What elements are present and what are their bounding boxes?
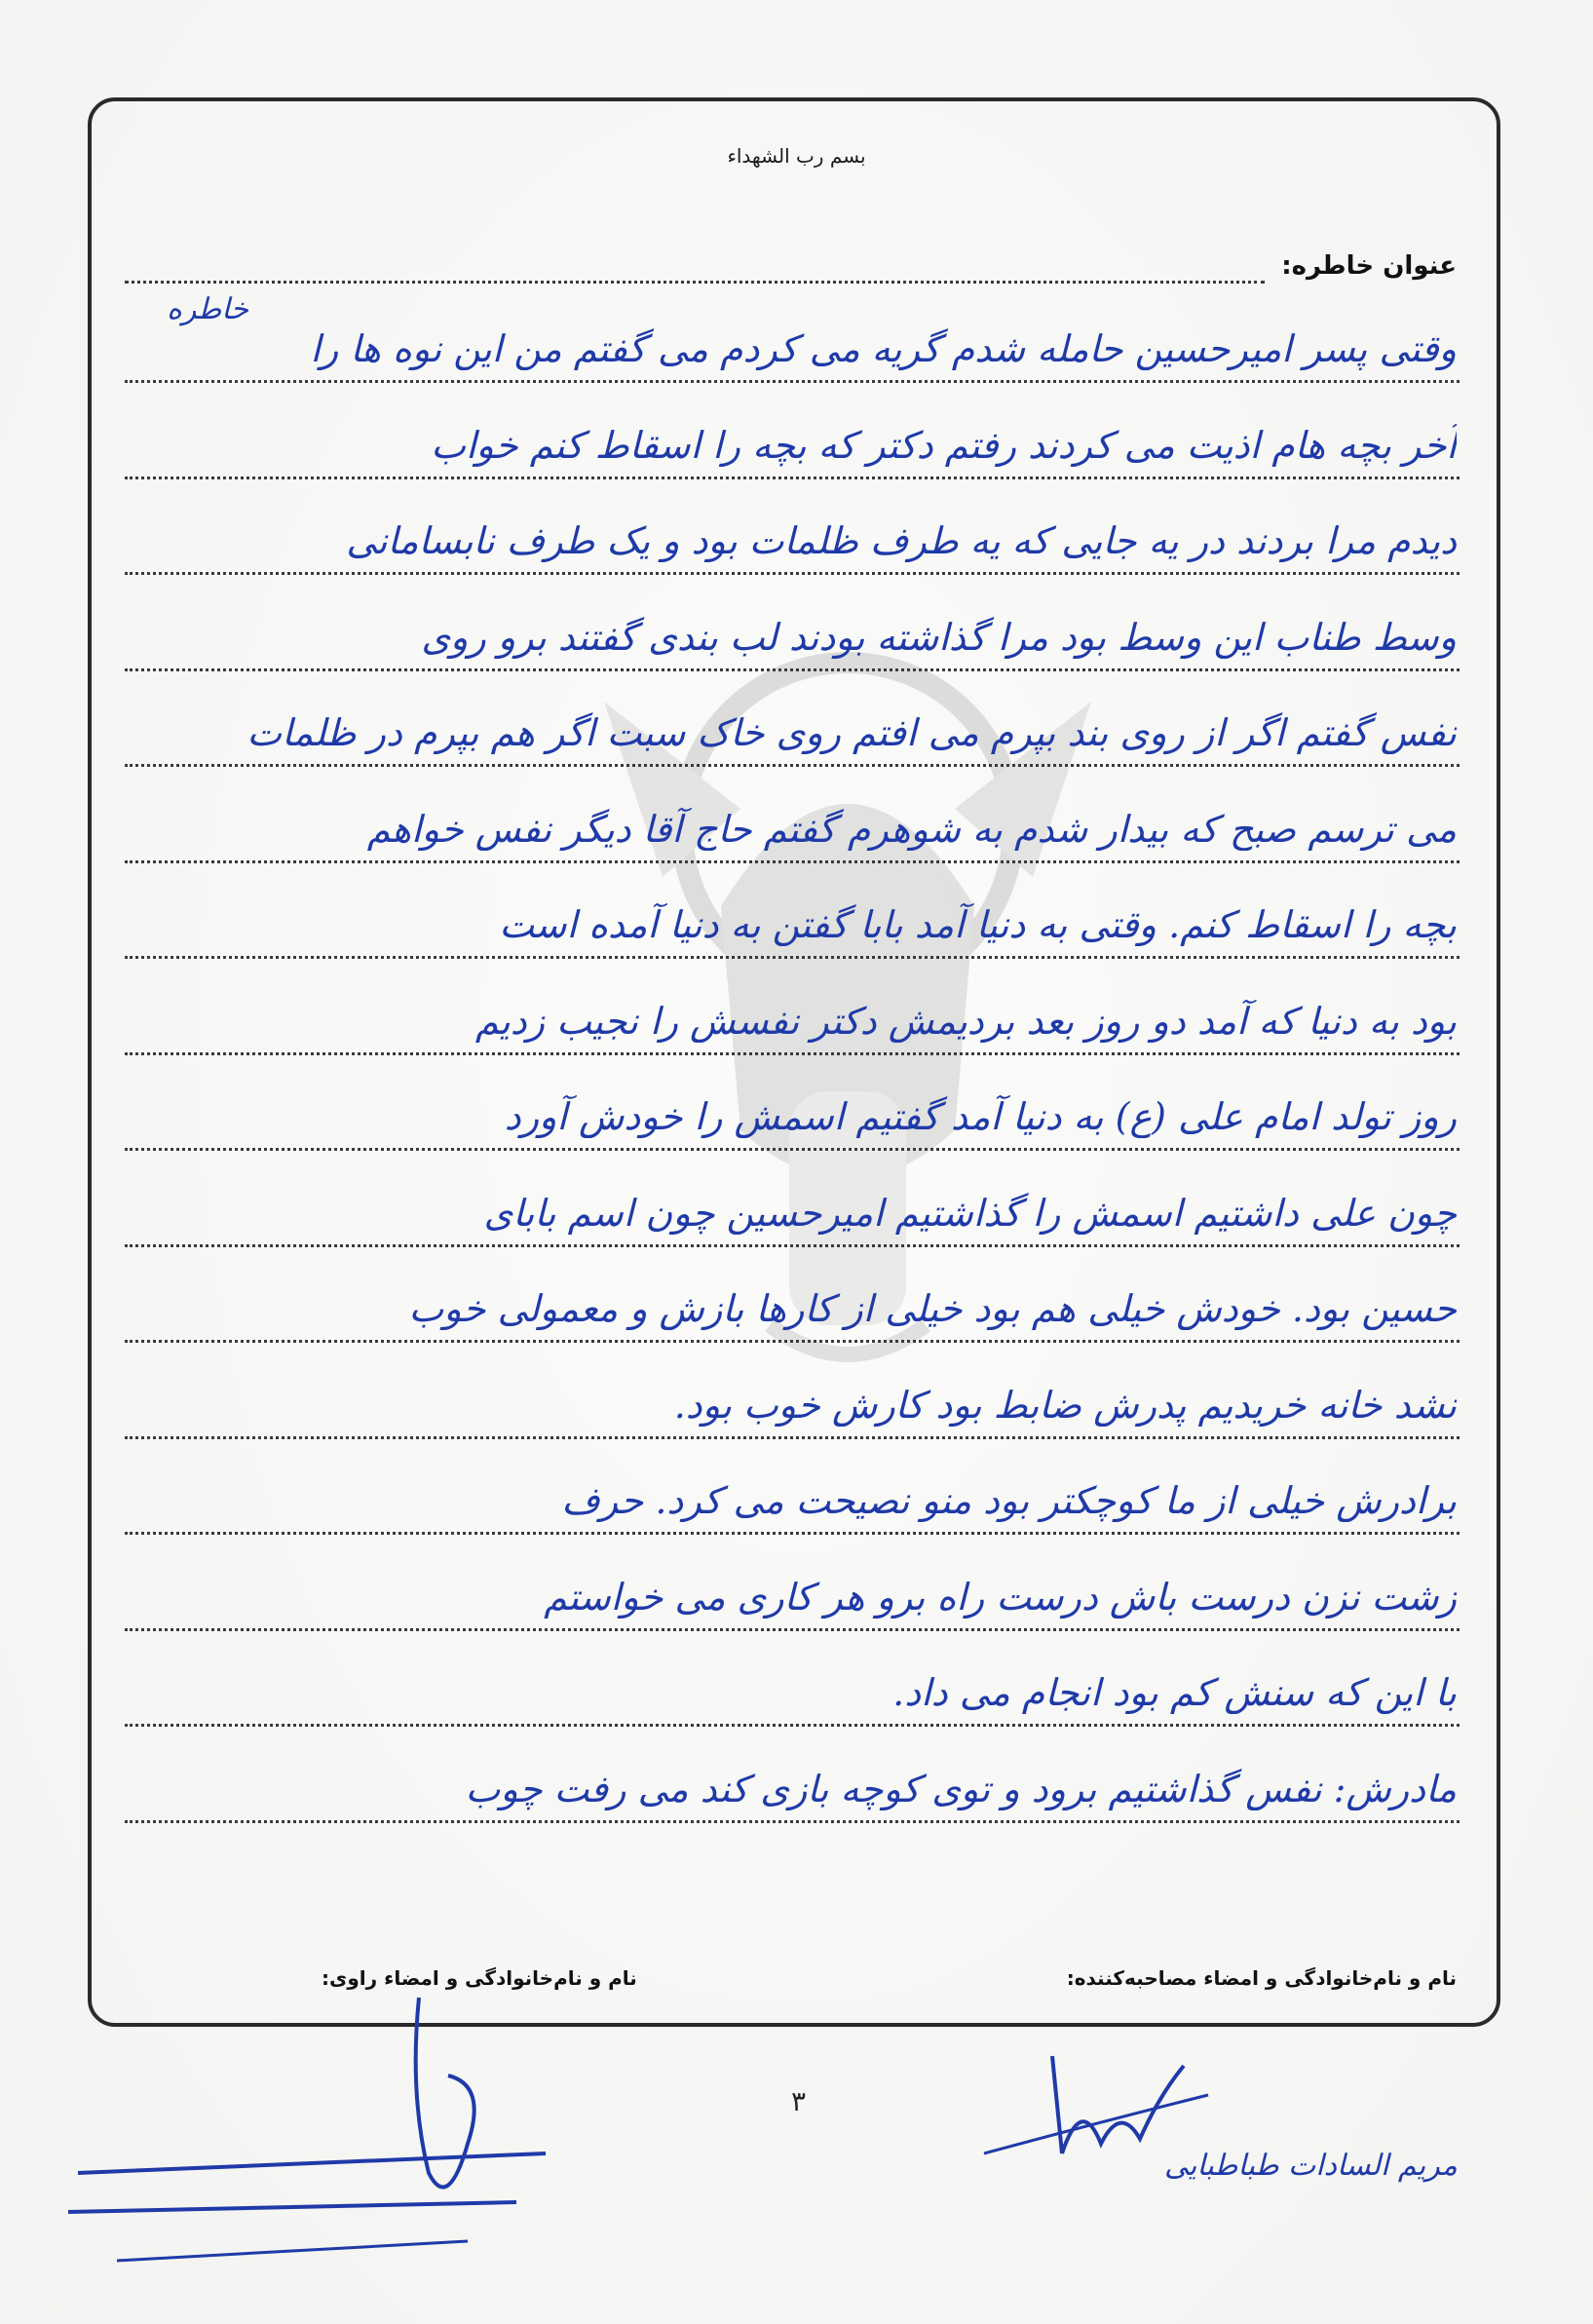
dotted-rule: [125, 1148, 1460, 1151]
page-number: ۳: [791, 2085, 807, 2117]
memoir-line: بچه را اسقاط کنم. وقتی به دنیا آمد بابا گفتن به دنیا آمده است: [499, 903, 1457, 946]
interviewer-signature-name: مریم السادات طباطبایی: [1164, 2149, 1458, 2183]
dotted-rule: [125, 572, 1460, 575]
dotted-rule: [125, 1532, 1460, 1535]
dotted-rule: [125, 1244, 1460, 1247]
interviewer-label: نام و نام‌خانوادگی و امضاء مصاحبه‌کننده:: [1066, 1966, 1457, 1990]
dotted-rule: [125, 1436, 1460, 1439]
narrator-label: نام و نام‌خانوادگی و امضاء راوی:: [322, 1966, 637, 1990]
memoir-title-value: خاطره: [167, 292, 248, 326]
narrator-signature: [58, 1978, 565, 2270]
title-dotted-line: [125, 281, 1265, 284]
memoir-line: مادرش: نفس گذاشتیم برود و توی کوچه بازی کند می رفت چوب: [465, 1767, 1457, 1810]
dotted-rule: [125, 1724, 1460, 1727]
memoir-line: وقتی پسر امیرحسین حامله شدم گریه می کردم می گفتم من این نوه ها را: [310, 327, 1457, 370]
dotted-rule: [125, 476, 1460, 479]
dotted-rule: [125, 668, 1460, 671]
form-frame: [88, 97, 1500, 2027]
memoir-line: نفس گفتم اگر از روی بند بپرم می افتم روی خاک سبت اگر هم بپرم در ظلمات: [247, 711, 1457, 754]
memoir-line: دیدم مرا بردند در یه جایی که یه طرف ظلمات بود و یک طرف نابسامانی: [346, 519, 1457, 562]
memoir-line: با این که سنش کم بود انجام می داد.: [892, 1671, 1457, 1714]
memoir-line: روز تولد امام علی (ع) به دنیا آمد گفتیم اسمش را خودش آورد: [504, 1095, 1457, 1138]
memoir-line: حسین بود. خودش خیلی هم بود خیلی از کارها بازش و معمولی خوب: [408, 1287, 1457, 1330]
dotted-rule: [125, 1340, 1460, 1343]
memoir-title-label: عنوان خاطره:: [1281, 251, 1457, 281]
dotted-rule: [125, 380, 1460, 383]
dotted-rule: [125, 1052, 1460, 1055]
memoir-line: چون علی داشتیم اسمش را گذاشتیم امیرحسین چون اسم بابای: [483, 1191, 1457, 1235]
memoir-line: برادرش خیلی از ما کوچکتر بود منو نصیحت می کرد. حرف: [561, 1479, 1457, 1522]
memoir-line: آخر بچه هام اذیت می کردند رفتم دکتر که بچه را اسقاط کنم خواب: [431, 423, 1457, 467]
memoir-line: وسط طناب این وسط بود مرا گذاشته بودند لب بندی گفتند برو روی: [421, 615, 1457, 659]
memoir-line: زشت نزن درست باش درست راه برو هر کاری می خواستم: [544, 1575, 1457, 1619]
dotted-rule: [125, 1820, 1460, 1823]
memoir-line: می ترسم صبح که بیدار شدم به شوهرم گفتم حاج آقا دیگر نفس خواهم: [366, 807, 1457, 851]
dotted-rule: [125, 764, 1460, 767]
memoir-line: نشد خانه خریدیم پدرش ضابط بود کارش خوب بود.: [673, 1383, 1457, 1427]
basmala-header: بسم رب الشهداء: [727, 144, 866, 168]
dotted-rule: [125, 956, 1460, 959]
dotted-rule: [125, 1628, 1460, 1631]
memoir-line: بود به دنیا که آمد دو روز بعد بردیمش دکتر نفسش را نجیب زدیم: [474, 999, 1457, 1043]
dotted-rule: [125, 860, 1460, 863]
